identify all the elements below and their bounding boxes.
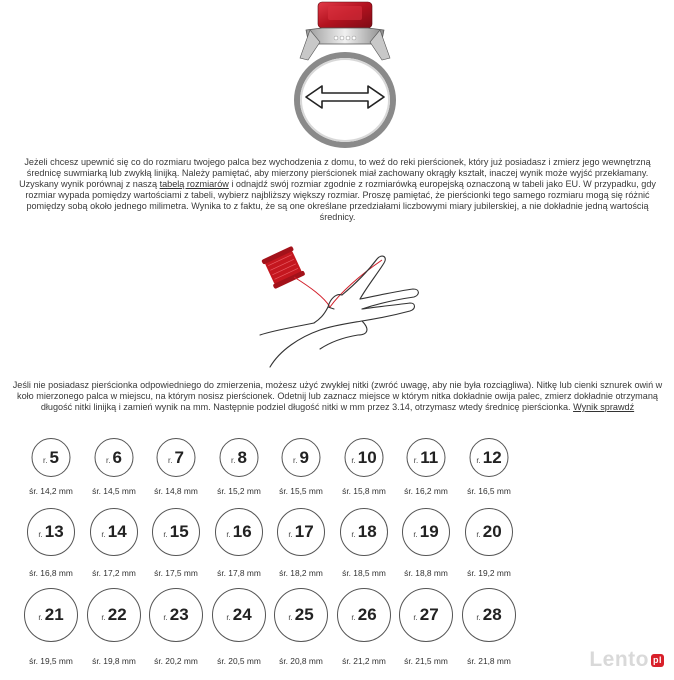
size-prefix: r.: [101, 613, 106, 622]
ring-size-item: [448, 438, 530, 518]
size-diameter: śr. 14,8 mm: [154, 486, 198, 496]
size-prefix: r.: [226, 530, 231, 539]
size-number: 20: [482, 522, 502, 541]
size-number: 17: [294, 522, 314, 541]
ring-size-circle: [274, 588, 328, 642]
size-number: 12: [482, 447, 502, 467]
ring-size-circle: [340, 508, 388, 556]
ring-size-circle: [90, 508, 138, 556]
ring-size-circle: [337, 588, 391, 642]
size-number: 9: [299, 447, 309, 467]
ring-size-circle: [345, 438, 384, 477]
ring-measure-instructions: [10, 157, 665, 223]
size-diameter: śr. 17,2 mm: [92, 568, 136, 578]
size-diameter: śr. 19,5 mm: [29, 656, 73, 666]
ring-size-circle: [149, 588, 203, 642]
size-prefix: r.: [38, 530, 43, 539]
ring-size-circle: [95, 438, 134, 477]
size-prefix: r.: [168, 455, 173, 465]
ring-size-circle: [282, 438, 321, 477]
ring-size-circle: [220, 438, 259, 477]
ring-size-circle: [465, 508, 513, 556]
size-number: 27: [419, 605, 439, 624]
size-diameter: śr. 20,5 mm: [217, 656, 261, 666]
size-diameter: śr. 20,8 mm: [279, 656, 323, 666]
size-diameter: śr. 21,8 mm: [467, 656, 511, 666]
check-result-link[interactable]: Wynik sprawdź: [573, 402, 635, 412]
size-prefix: r.: [288, 613, 293, 622]
lento-watermark: [589, 648, 664, 672]
size-diameter: śr. 15,2 mm: [217, 486, 261, 496]
size-prefix: r.: [38, 613, 43, 622]
ring-size-circle: [27, 508, 75, 556]
ring-size-item: [448, 508, 530, 588]
watermark-text: Lento: [589, 648, 649, 671]
ring-size-circle: [399, 588, 453, 642]
ring-size-circle: [407, 438, 446, 477]
size-prefix: r.: [163, 613, 168, 622]
size-number: 7: [174, 447, 184, 467]
size-prefix: r.: [351, 530, 356, 539]
size-number: 15: [169, 522, 189, 541]
size-diameter: śr. 14,2 mm: [29, 486, 73, 496]
ring-size-circle: [212, 588, 266, 642]
size-diameter: śr. 14,5 mm: [92, 486, 136, 496]
ring-size-circle: [402, 508, 450, 556]
paragraph2-text: Jeśli nie posiadasz pierścionka odpowiedniego do zmierzenia, możesz użyć zwykłej nitki (zwróć uwagę, aby nie była rozciągliwa). Nitkę lub cienki sznurek owiń w koło mierzonego palca w miejscu, na którym nosisz pierścionek. Odetnij lub zaznacz miejsce w którym nitka dokładnie owija palec, zmierz dokładnie otrzymaną długość nitki linijką i zamień wynik na mm. Następnie podziel długość nitki w mm przez 3.14, otrzymasz wtedy średnicę pierścionka.: [12, 380, 663, 412]
size-prefix: r.: [293, 455, 298, 465]
thread-measure-instructions: [10, 380, 665, 413]
size-prefix: r.: [163, 530, 168, 539]
size-prefix: r.: [226, 613, 231, 622]
size-diameter: śr. 17,5 mm: [154, 568, 198, 578]
size-prefix: r.: [101, 530, 106, 539]
ring-size-circle: [470, 438, 509, 477]
size-prefix: r.: [351, 455, 356, 465]
size-prefix: r.: [43, 455, 48, 465]
size-number: 22: [107, 605, 127, 624]
size-prefix: r.: [351, 613, 356, 622]
size-diameter: śr. 16,5 mm: [467, 486, 511, 496]
size-diameter: śr. 16,8 mm: [29, 568, 73, 578]
size-number: 23: [169, 605, 189, 624]
size-diameter: śr. 21,5 mm: [404, 656, 448, 666]
size-prefix: r.: [231, 455, 236, 465]
size-diameter: śr. 15,8 mm: [342, 486, 386, 496]
size-prefix: r.: [288, 530, 293, 539]
size-number: 19: [419, 522, 439, 541]
ring-size-item: [448, 588, 530, 668]
size-prefix: r.: [476, 455, 481, 465]
size-diameter: śr. 19,2 mm: [467, 568, 511, 578]
size-number: 13: [44, 522, 64, 541]
size-number: 8: [237, 447, 247, 467]
ring-size-circle: [32, 438, 71, 477]
size-prefix: r.: [413, 530, 418, 539]
size-diameter: śr. 19,8 mm: [92, 656, 136, 666]
size-number: 24: [232, 605, 252, 624]
size-diameter: śr. 18,8 mm: [404, 568, 448, 578]
ring-size-circle: [215, 508, 263, 556]
size-diameter: śr. 20,2 mm: [154, 656, 198, 666]
size-number: 11: [420, 447, 439, 467]
ring-size-circle: [152, 508, 200, 556]
ring-size-circle: [462, 588, 516, 642]
size-diameter: śr. 21,2 mm: [342, 656, 386, 666]
size-number: 18: [357, 522, 377, 541]
ring-size-circle: [24, 588, 78, 642]
ring-size-circle: [157, 438, 196, 477]
size-diameter: śr. 16,2 mm: [404, 486, 448, 496]
size-diameter: śr. 17,8 mm: [217, 568, 261, 578]
size-number: 16: [232, 522, 252, 541]
ring-illustration: [270, 0, 420, 150]
size-table-link[interactable]: tabelą rozmiarów: [159, 179, 229, 189]
ring-size-circle: [277, 508, 325, 556]
size-prefix: r.: [476, 613, 481, 622]
watermark-badge: pl: [653, 654, 662, 665]
size-number: 26: [357, 605, 377, 624]
size-diameter: śr. 18,2 mm: [279, 568, 323, 578]
size-diameter: śr. 18,5 mm: [342, 568, 386, 578]
size-diameter: śr. 15,5 mm: [279, 486, 323, 496]
paragraph1-text-end: i odnajdź swój rozmiar zgodnie z rozmiarówką europejską oznaczoną w tabeli jako EU. W przypadku, gdy rozmiar wypada pomiędzy wartościami z tabeli, wybierz najbliższy większy rozmiar. Proszę pamiętać, że pierścionki tego samego rozmiaru mogą się różnić pomiędzy sobą około jednego milimetra. Wynika to z faktu, że są one określane przedziałami liczbowymi miary jubilerskiej, a nie dokładnie jedną wartością średnicy.: [25, 179, 656, 222]
hand-thread-illustration: [250, 245, 430, 370]
size-number: 6: [112, 447, 122, 467]
paragraph1-text: Jeżeli chcesz upewnić się co do rozmiaru twojego palca bez wychodzenia z domu, to weź do reki pierścionek, który już posiadasz i zmierz jego wewnętrzną średnicę suwmiarką lub zwykłą linijką. Należy pamiętać, aby mierzony pierścionek miał zachowany okrągły kształt, inaczej wynik może wyjść przekłamany. Uzyskany wynik porównaj z naszą: [19, 157, 651, 189]
size-number: 10: [357, 447, 377, 467]
size-prefix: r.: [413, 455, 419, 465]
size-number: 21: [44, 605, 64, 624]
ring-size-circle: [87, 588, 141, 642]
size-number: 25: [294, 605, 314, 624]
size-prefix: r.: [413, 613, 418, 622]
size-prefix: r.: [476, 530, 481, 539]
size-number: 5: [49, 447, 59, 467]
size-number: 14: [107, 522, 127, 541]
size-prefix: r.: [106, 455, 111, 465]
size-number: 28: [482, 605, 502, 624]
